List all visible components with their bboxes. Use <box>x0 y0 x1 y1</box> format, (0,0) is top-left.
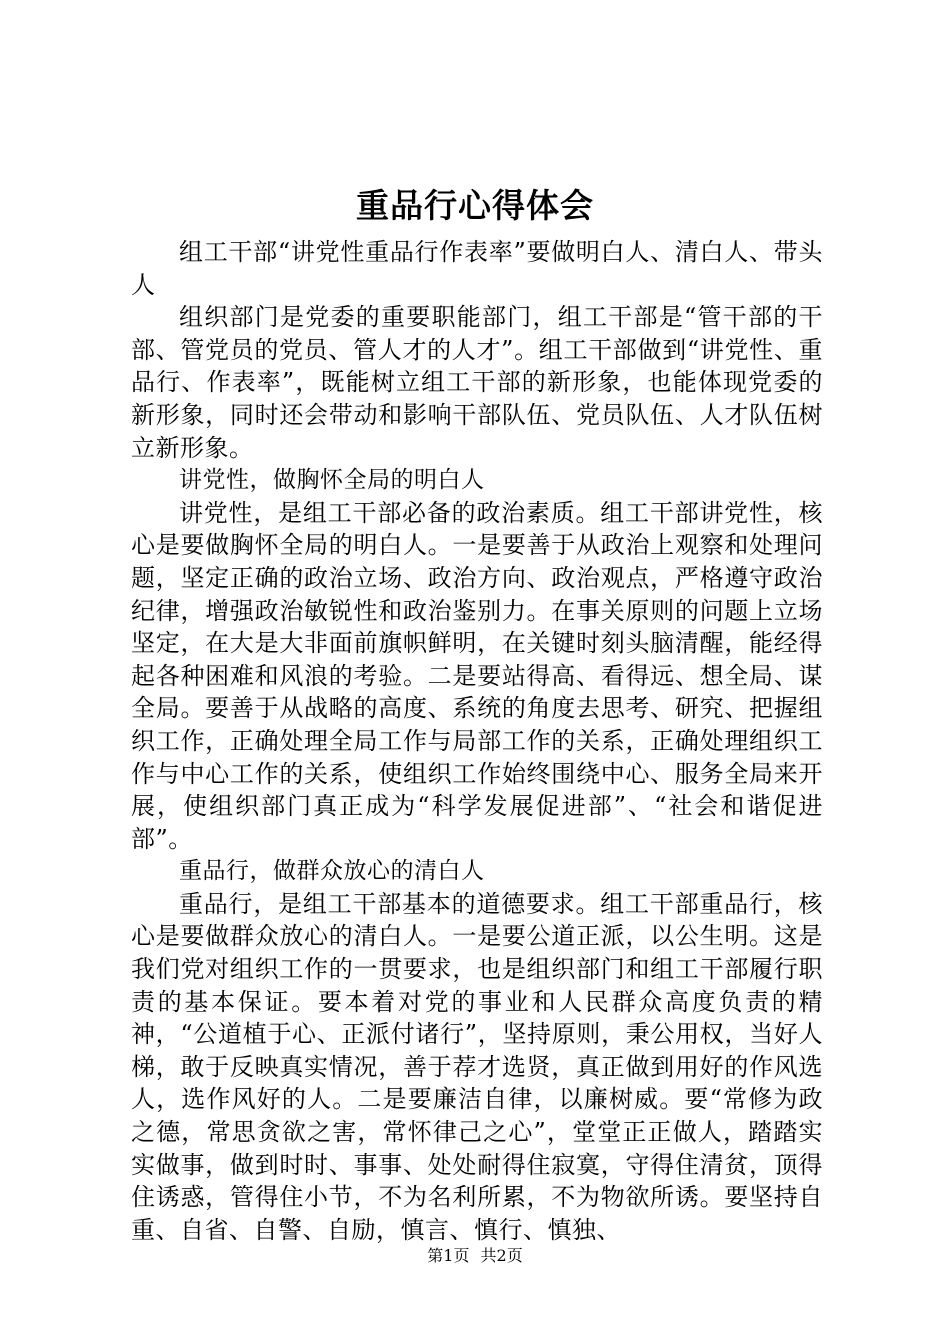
character-paragraph: 重品行，是组工干部基本的道德要求。组工干部重品行，核心是要做群众放心的清白人。一是要公道正派，以公生明。这是我们党对组织工作的一贯要求，也是组织部门和组工干部履行职责的基本保证。要本着对党的事业和人民群众高度负责的精神，“公道植于心、正派付诸行”，坚持原则，秉公用权，当好人梯，敢于反映真实情况，善于荐才选贤，真正做到用好的作风选人，选作风好的人。二是要廉洁自律，以廉树威。要“常修为政之德，常思贪欲之害，常怀律己之心”，堂堂正正做人，踏踏实实做事，做到时时、事事、处处耐得住寂寞，守得住清贫，顶得住诱惑，管得住小节，不为名利所累，不为物欲所诱。要坚持自重、自省、自警、自励，慎言、慎行、慎独、 <box>131 889 823 1244</box>
document-title: 重品行心得体会 <box>356 186 594 225</box>
section-heading-character: 重品行，做群众放心的清白人 <box>179 858 485 885</box>
page-footer <box>0 1245 950 1267</box>
document-body <box>131 236 823 1246</box>
page-total: 共2页 <box>480 1246 523 1265</box>
intro-paragraph: 组织部门是党委的重要职能部门，组工干部是“管干部的干部、管党员的党员、管人才的人才”。组工干部做到“讲党性、重品行、作表率”，既能树立组工干部的新形象，也能体现党委的新形象，同时还会带动和影响干部队伍、党员队伍、人才队伍树立新形象。 <box>131 303 823 462</box>
page-number: 第1页 <box>427 1246 470 1265</box>
subtitle-paragraph: 组工干部“讲党性重品行作表率”要做明白人、清白人、带头人 <box>131 238 823 299</box>
section-heading-party-spirit: 讲党性，做胸怀全局的明白人 <box>179 467 485 494</box>
party-spirit-paragraph: 讲党性，是组工干部必备的政治素质。组工干部讲党性，核心是要做胸怀全局的明白人。一是要善于从政治上观察和处理问题，坚定正确的政治立场、政治方向、政治观点，严格遵守政治纪律，增强政治敏锐性和政治鉴别力。在事关原则的问题上立场坚定，在大是大非面前旗帜鲜明，在关键时刻头脑清醒，能经得起各种困难和风浪的考验。二是要站得高、看得远、想全局、谋全局。要善于从战略的高度、系统的角度去思考、研究、把握组织工作，正确处理全局工作与局部工作的关系，正确处理组织工作与中心工作的关系，使组织工作始终围绕中心、服务全局来开展，使组织部门真正成为“科学发展促进部”、“社会和谐促进部”。 <box>131 498 823 853</box>
